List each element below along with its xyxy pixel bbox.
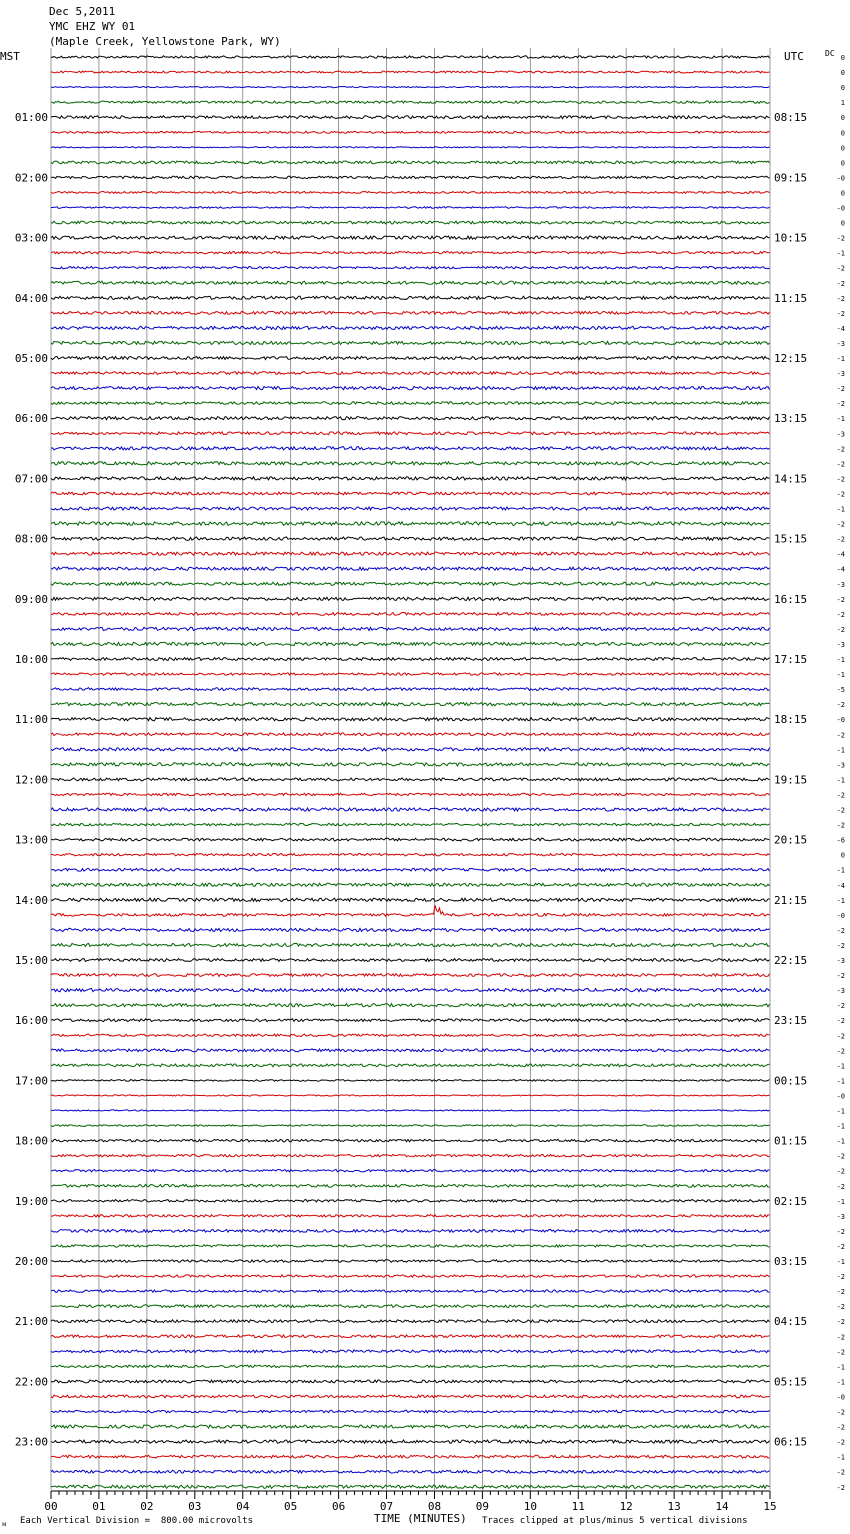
dc-offset-label: -2 xyxy=(836,1273,845,1282)
trace-row xyxy=(51,1230,770,1233)
trace-row xyxy=(51,808,770,811)
x-axis-title: TIME (MINUTES) xyxy=(374,1512,467,1525)
trace-row xyxy=(51,718,770,721)
trace-row xyxy=(51,552,770,555)
trace-row xyxy=(51,928,770,931)
trace-row xyxy=(51,613,770,616)
x-tick-label: 04 xyxy=(236,1500,250,1513)
trace-row xyxy=(51,642,770,645)
dc-offset-label: -2 xyxy=(836,1303,845,1312)
right-hour-label: 02:15 xyxy=(774,1194,808,1208)
dc-offset-label: -1 xyxy=(836,1363,845,1372)
x-tick-label: 00 xyxy=(44,1500,58,1513)
dc-offset-label: -2 xyxy=(836,1227,845,1236)
dc-offset-label: -2 xyxy=(836,610,845,619)
dc-offset-label: -2 xyxy=(836,1032,845,1041)
trace-row xyxy=(51,161,770,164)
dc-offset-label: -2 xyxy=(836,1483,845,1492)
dc-offset-label: -4 xyxy=(836,324,845,333)
trace-row xyxy=(51,703,770,706)
dc-offset-label: -1 xyxy=(836,1453,845,1462)
dc-offset-label: -3 xyxy=(836,370,845,379)
trace-row xyxy=(51,1425,770,1428)
trace-row xyxy=(51,989,770,992)
trace-row xyxy=(51,793,770,795)
right-hour-label: 20:15 xyxy=(774,833,808,847)
x-tick-label: 06 xyxy=(331,1500,346,1513)
dc-label: DC xyxy=(825,49,835,58)
dc-offset-label: -1 xyxy=(836,1137,845,1146)
trace-row xyxy=(51,417,770,420)
trace-row xyxy=(51,1095,770,1096)
x-tick-label: 10 xyxy=(523,1500,537,1513)
trace-row xyxy=(51,567,770,570)
dc-offset-label: -2 xyxy=(836,731,845,740)
dc-offset-label: -3 xyxy=(836,957,845,965)
trace-row xyxy=(51,1215,770,1217)
dc-offset-label: -1 xyxy=(836,505,845,514)
left-hour-label: 03:00 xyxy=(14,231,48,245)
trace-row xyxy=(51,71,770,73)
left-hour-label: 15:00 xyxy=(14,954,48,967)
trace-row xyxy=(51,147,770,148)
trace-row xyxy=(51,522,770,526)
trace-row xyxy=(51,1125,770,1127)
dc-offset-label: -1 xyxy=(836,1077,845,1086)
dc-offset-label: 0 xyxy=(840,114,845,123)
right-hour-label: 13:15 xyxy=(774,412,808,426)
station-location: (Maple Creek, Yellowstone Park, WY) xyxy=(49,35,281,48)
grid-lines xyxy=(51,48,770,1490)
left-axis-label: MST xyxy=(0,50,20,63)
trace-row xyxy=(51,778,770,781)
trace-row xyxy=(51,763,770,766)
dc-offset-label: -0 xyxy=(836,1092,845,1101)
dc-offset-label: -1 xyxy=(836,866,845,875)
dc-offset-label: -1 xyxy=(836,746,845,755)
trace-row xyxy=(51,1410,770,1412)
x-tick-label: 14 xyxy=(715,1500,729,1513)
trace-row xyxy=(51,1440,770,1443)
x-tick-label: 07 xyxy=(379,1500,394,1513)
trace-row xyxy=(51,1110,770,1111)
dc-offset-label: 0 xyxy=(840,54,845,62)
right-hour-label: 04:15 xyxy=(774,1315,808,1329)
right-hour-label: 03:15 xyxy=(774,1255,808,1268)
trace-row xyxy=(51,1155,770,1157)
trace-row xyxy=(51,673,770,675)
trace-row xyxy=(51,477,770,480)
left-hour-label: 06:00 xyxy=(14,412,48,426)
trace-row xyxy=(51,959,770,962)
trace-row xyxy=(51,537,770,540)
trace-row xyxy=(51,1395,770,1398)
left-hour-label: 07:00 xyxy=(14,472,48,486)
trace-row xyxy=(51,1139,770,1141)
trace-row xyxy=(51,101,770,103)
right-hour-label: 14:15 xyxy=(774,472,808,486)
dc-offset-label: -1 xyxy=(836,671,845,680)
x-tick-label: 02 xyxy=(140,1500,154,1513)
dc-offset-label: -2 xyxy=(836,1318,845,1327)
trace-row xyxy=(51,207,770,209)
x-tick-label: 08 xyxy=(427,1500,442,1513)
left-hour-label: 08:00 xyxy=(14,532,48,546)
left-hour-label: 01:00 xyxy=(14,111,48,125)
dc-offset-label: -2 xyxy=(836,701,845,710)
trace-row xyxy=(51,883,770,886)
trace-row xyxy=(51,1080,770,1082)
trace-row xyxy=(51,296,770,299)
dc-offset-label: -2 xyxy=(836,490,845,499)
dc-offset-label: -2 xyxy=(836,1182,845,1191)
dc-offset-label: -1 xyxy=(836,1378,845,1387)
trace-row xyxy=(51,116,770,119)
trace-row xyxy=(51,1004,770,1007)
dc-offset-label: 0 xyxy=(840,84,845,93)
left-hour-label: 04:00 xyxy=(14,291,48,305)
trace-row xyxy=(51,1365,770,1367)
dc-offset-label: -0 xyxy=(836,1393,845,1402)
trace-row xyxy=(51,974,770,977)
dc-offset-label: -2 xyxy=(836,294,845,303)
trace-row xyxy=(51,854,770,856)
right-hour-label: 00:15 xyxy=(774,1074,808,1088)
right-hour-label: 15:15 xyxy=(774,532,808,546)
trace-row xyxy=(51,281,770,284)
dc-offset-label: -4 xyxy=(836,550,845,559)
right-hour-label: 18:15 xyxy=(774,713,808,727)
dc-offset-label: -3 xyxy=(836,430,845,439)
right-hour-label: 06:15 xyxy=(774,1435,808,1449)
trace-row xyxy=(51,462,770,465)
trace-row xyxy=(51,733,770,736)
dc-offset-label: -0 xyxy=(836,204,845,213)
dc-offset-label: -1 xyxy=(836,355,845,363)
trace-row xyxy=(51,838,770,841)
dc-offset-label: -2 xyxy=(836,806,845,815)
trace-row xyxy=(51,868,770,871)
dc-offset-label: 0 xyxy=(840,69,845,78)
trace-row xyxy=(51,1305,770,1308)
trace-row xyxy=(51,131,770,133)
left-hour-label: 19:00 xyxy=(14,1194,48,1208)
trace-row xyxy=(51,341,770,344)
dc-offset-label: 0 xyxy=(840,159,845,168)
dc-offset-label: -2 xyxy=(836,460,845,469)
dc-offset-label: -3 xyxy=(836,1212,845,1221)
dc-offset-label: -2 xyxy=(836,821,845,830)
clip-note: Traces clipped at plus/minus 5 vertical divisions xyxy=(482,1516,748,1526)
left-hour-label: 20:00 xyxy=(14,1255,48,1268)
station-code: YMC EHZ WY 01 xyxy=(49,20,136,33)
chart-date: Dec 5,2011 xyxy=(49,5,116,18)
trace-row xyxy=(51,1350,770,1353)
left-hour-label: 23:00 xyxy=(14,1435,48,1449)
trace-row xyxy=(51,1034,770,1036)
dc-offset-label: -2 xyxy=(836,972,845,981)
trace-row xyxy=(51,236,770,239)
x-tick-label: 15 xyxy=(763,1500,777,1513)
dc-offset-label: -2 xyxy=(836,1333,845,1342)
trace-row xyxy=(51,1485,770,1488)
trace-row xyxy=(51,87,770,88)
dc-offset-label: -0 xyxy=(836,174,845,183)
dc-offset-label: -2 xyxy=(836,1408,845,1417)
trace-row xyxy=(51,1380,770,1383)
right-hour-label: 12:15 xyxy=(774,352,808,365)
dc-offset-label: -2 xyxy=(836,520,845,529)
trace-row xyxy=(51,372,770,375)
x-tick-label: 05 xyxy=(284,1500,298,1513)
right-hour-label: 22:15 xyxy=(774,954,808,967)
trace-row xyxy=(51,943,770,946)
dc-offset-label: -3 xyxy=(836,987,845,996)
left-hour-label: 11:00 xyxy=(14,713,48,727)
dc-offset-label: -3 xyxy=(836,761,845,770)
right-hour-label: 11:15 xyxy=(774,291,808,305)
dc-offset-label: -1 xyxy=(836,896,845,905)
dc-offset-label: 1 xyxy=(840,99,845,108)
dc-offset-label: -4 xyxy=(836,565,845,574)
dc-offset-label: -2 xyxy=(836,1288,845,1297)
dc-offset-label: -2 xyxy=(836,475,845,484)
dc-offset-label: -4 xyxy=(836,881,845,890)
trace-row xyxy=(51,1335,770,1338)
trace-row xyxy=(51,688,770,691)
trace-row xyxy=(51,432,770,435)
right-hour-label: 09:15 xyxy=(774,171,808,185)
left-hour-label: 16:00 xyxy=(14,1014,48,1028)
dc-offset-label: -1 xyxy=(836,249,845,258)
trace-row xyxy=(51,402,770,405)
dc-offset-label: 0 xyxy=(840,144,845,153)
dc-offset-label: -5 xyxy=(836,686,845,695)
dc-offset-label: -2 xyxy=(836,791,845,800)
trace-row xyxy=(51,492,770,495)
trace-row xyxy=(51,597,770,600)
trace-row xyxy=(51,582,770,585)
trace-row xyxy=(51,1019,770,1022)
left-hour-label: 13:00 xyxy=(14,833,48,847)
seismic-traces xyxy=(51,56,770,1489)
dc-offset-label: -2 xyxy=(836,941,845,950)
trace-row xyxy=(51,447,770,450)
dc-offset-label: 0 xyxy=(840,851,845,860)
trace-row xyxy=(51,221,770,224)
trace-row xyxy=(51,1260,770,1262)
left-hour-label: 18:00 xyxy=(14,1134,48,1148)
dc-offset-label: -2 xyxy=(836,926,845,935)
dc-offset-label: -1 xyxy=(836,1107,845,1116)
trace-row xyxy=(51,1200,770,1202)
dc-offset-label: -2 xyxy=(836,1002,845,1011)
dc-offset-label: -2 xyxy=(836,1438,845,1447)
trace-row xyxy=(51,748,770,751)
trace-row xyxy=(51,56,770,58)
trace-row xyxy=(51,176,770,178)
corner-mark: ᴍ xyxy=(2,1520,7,1528)
dc-offset-label: -3 xyxy=(836,580,845,589)
left-hour-label: 17:00 xyxy=(14,1074,48,1088)
left-hour-label: 14:00 xyxy=(14,893,48,907)
trace-row xyxy=(51,1455,770,1458)
dc-offset-label: -1 xyxy=(836,1062,845,1071)
trace-row xyxy=(51,326,770,329)
dc-offset-label: -2 xyxy=(836,535,845,544)
trace-row xyxy=(51,1245,770,1247)
dc-offset-label: -1 xyxy=(836,1122,845,1131)
trace-row xyxy=(51,1290,770,1292)
dc-offset-label: -2 xyxy=(836,309,845,318)
dc-offset-label: -1 xyxy=(836,1197,845,1206)
trace-row xyxy=(51,1320,770,1323)
dc-offset-label: -1 xyxy=(836,1258,845,1266)
x-tick-label: 11 xyxy=(571,1500,585,1513)
dc-offset-label: -2 xyxy=(836,1468,845,1477)
trace-row xyxy=(51,507,770,510)
trace-row xyxy=(51,1184,770,1187)
dc-offset-label: -2 xyxy=(836,1348,845,1357)
left-hour-label: 02:00 xyxy=(14,171,48,185)
dc-offset-label: -2 xyxy=(836,595,845,604)
trace-row xyxy=(51,387,770,390)
dc-offset-label: -2 xyxy=(836,1242,845,1251)
right-hour-label: 10:15 xyxy=(774,231,808,245)
dc-offset-label: -2 xyxy=(836,625,845,634)
trace-row xyxy=(51,1470,770,1473)
dc-offset-label: -6 xyxy=(836,836,845,845)
right-hour-label: 23:15 xyxy=(774,1014,808,1028)
x-axis xyxy=(44,1491,776,1513)
dc-offset-label: -2 xyxy=(836,445,845,454)
x-tick-label: 03 xyxy=(188,1500,202,1513)
dc-offset-label: 0 xyxy=(840,189,845,198)
dc-offset-label: -2 xyxy=(836,1017,845,1026)
dc-offset-label: 0 xyxy=(840,129,845,138)
trace-row xyxy=(51,823,770,825)
trace-row xyxy=(51,312,770,315)
dc-offset-label: -2 xyxy=(836,279,845,288)
right-hour-label: 05:15 xyxy=(774,1375,808,1389)
dc-offset-label: -3 xyxy=(836,339,845,348)
dc-offset-label: -2 xyxy=(836,1047,845,1056)
left-hour-label: 22:00 xyxy=(14,1375,48,1389)
trace-row xyxy=(51,905,770,916)
trace-row xyxy=(51,1064,770,1067)
trace-row xyxy=(51,267,770,269)
dc-offset-label: -1 xyxy=(836,415,845,424)
left-hour-label: 05:00 xyxy=(14,352,48,365)
right-hour-label: 16:15 xyxy=(774,592,808,606)
right-hour-label: 08:15 xyxy=(774,111,808,125)
x-tick-label: 12 xyxy=(619,1500,633,1513)
x-tick-label: 01 xyxy=(92,1500,106,1513)
trace-row xyxy=(51,658,770,661)
dc-offset-label: -1 xyxy=(836,776,845,785)
dc-offset-label: -1 xyxy=(836,656,845,664)
right-axis-label: UTC xyxy=(784,50,804,63)
left-hour-label: 21:00 xyxy=(14,1315,48,1329)
right-hour-label: 21:15 xyxy=(774,893,808,907)
trace-row xyxy=(51,627,770,630)
left-hour-label: 10:00 xyxy=(14,653,48,666)
trace-row xyxy=(51,898,770,901)
dc-offset-label: -0 xyxy=(836,716,845,725)
trace-row xyxy=(51,252,770,254)
dc-offset-label: -2 xyxy=(836,400,845,409)
trace-row xyxy=(51,1170,770,1172)
dc-offset-label: -0 xyxy=(836,911,845,920)
dc-offset-label: -2 xyxy=(836,1423,845,1432)
right-hour-label: 01:15 xyxy=(774,1134,808,1148)
trace-row xyxy=(51,192,770,194)
right-hour-label: 19:15 xyxy=(774,773,808,787)
dc-offset-label: -3 xyxy=(836,640,845,649)
dc-offset-label: -2 xyxy=(836,385,845,394)
dc-offset-label: -2 xyxy=(836,234,845,243)
trace-row xyxy=(51,356,770,359)
dc-offset-label: 0 xyxy=(840,219,845,228)
left-hour-label: 09:00 xyxy=(14,592,48,606)
dc-offset-label: -2 xyxy=(836,264,845,273)
dc-offset-label: -2 xyxy=(836,1167,845,1176)
scale-note: Each Vertical Division = 800.00 microvolts xyxy=(20,1516,253,1526)
right-hour-label: 17:15 xyxy=(774,653,808,666)
dc-offset-label: -2 xyxy=(836,1152,845,1161)
x-tick-label: 13 xyxy=(667,1500,681,1513)
trace-row xyxy=(51,1275,770,1277)
left-hour-label: 12:00 xyxy=(14,773,48,787)
trace-row xyxy=(51,1049,770,1052)
x-tick-label: 09 xyxy=(475,1500,490,1513)
